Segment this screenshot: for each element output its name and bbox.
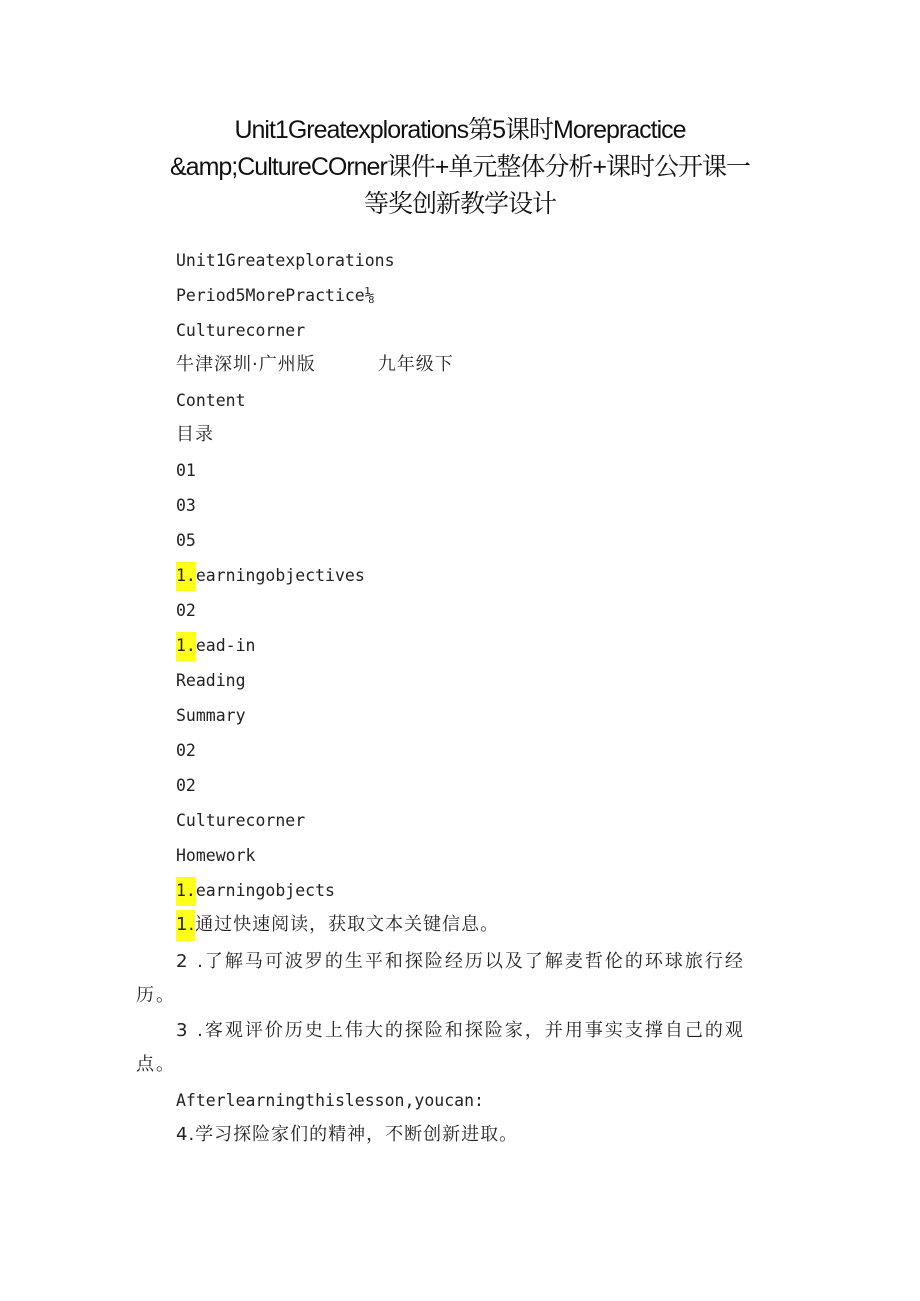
textbook-edition [176, 353, 454, 377]
toc-item-lead-in [176, 634, 255, 658]
objective-4: 4.学习探险家们的精神，不断创新进取。 [176, 1124, 519, 1145]
objective-2: 2 .了解马可波罗的生平和探险经历以及了解麦哲伦的环球旅行经历。 [136, 951, 745, 1006]
period-name: Period5MorePractice⅛ [176, 286, 375, 305]
toc-number: 02 [176, 601, 196, 620]
toc-item-homework: Homework [176, 846, 256, 865]
toc-number: 02 [176, 776, 196, 795]
title-line-1: Unit1Greatexplorations第5课时Morepractice [234, 116, 686, 144]
objectives-heading [176, 879, 335, 903]
toc-item-reading: Reading [176, 671, 246, 690]
unit-name: Unit1Greatexplorations [176, 251, 395, 270]
objective-text: 通过快速阅读，获取文本关键信息。 [195, 914, 500, 935]
highlight-mark: 1. [176, 632, 196, 661]
toc-item-culture-corner: Culturecorner [176, 811, 306, 830]
toc-number: 05 [176, 531, 196, 550]
toc-item-label: earningobjectives [195, 566, 365, 585]
highlight-mark: 1. [176, 877, 196, 906]
publisher-label: 牛津深圳·广州版 [176, 354, 316, 375]
toc-item-summary: Summary [176, 706, 246, 725]
toc-number: 01 [176, 461, 196, 480]
highlight-mark: 1. [176, 562, 196, 591]
objective-3: 3 .客观评价历史上伟大的探险和探险家，并用事实支撑自己的观点。 [136, 1020, 745, 1075]
content-heading: Content [176, 391, 246, 410]
after-learning-text: Afterlearningthislesson,youcan: [176, 1091, 484, 1110]
grade-label: 九年级下 [377, 354, 454, 375]
toc-number: 02 [176, 741, 196, 760]
contents-heading-cn: 目录 [176, 424, 214, 445]
toc-item-objectives [176, 564, 365, 588]
title-line-2: &amp;CultureCOrner课件+单元整体分析+课时公开课一 [169, 153, 750, 181]
objectives-heading-label: earningobjects [195, 881, 335, 900]
title-line-3: 等奖创新教学设计 [363, 190, 556, 218]
highlight-mark: 1. [176, 910, 195, 941]
objective-1 [176, 913, 499, 937]
section-name: Culturecorner [176, 321, 306, 340]
document-title [120, 112, 800, 223]
toc-number: 03 [176, 496, 196, 515]
toc-item-label: ead-in [195, 636, 256, 655]
